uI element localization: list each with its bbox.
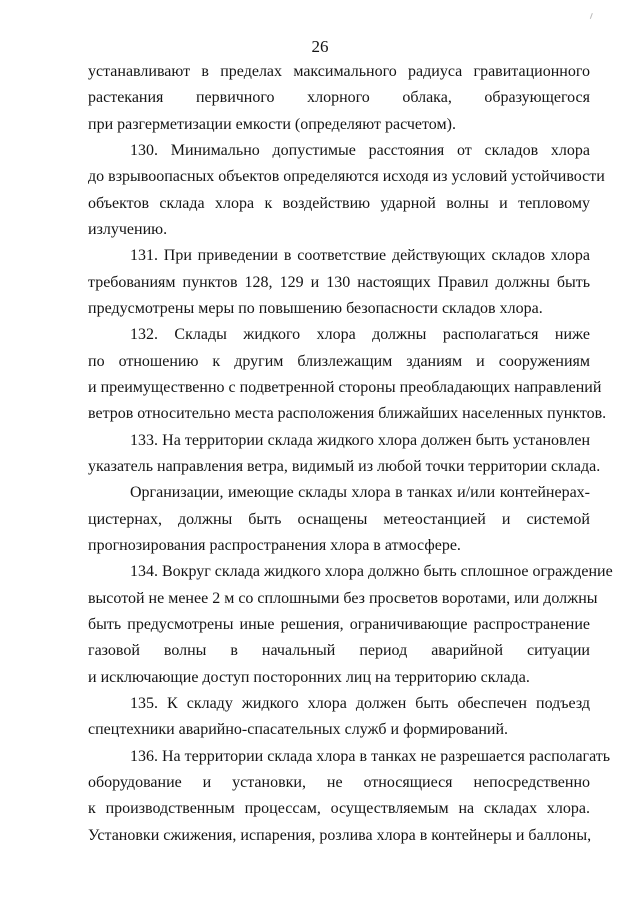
text-line: к производственным процессам, осуществляемым на складах хлора. [88, 800, 590, 818]
text-line: требованиям пунктов 128, 129 и 130 настоящих Правил должны быть [88, 273, 590, 291]
text-line: 131. При приведении в соответствие действующих складов хлора [130, 247, 590, 265]
text-line: излучению. [88, 220, 168, 238]
text-line: ветров относительно места расположения ближайших населенных пунктов. [88, 405, 607, 423]
text-line: предусмотрены меры по повышению безопасности складов хлора. [88, 299, 543, 317]
text-line: Установки сжижения, испарения, розлива хлора в контейнеры и баллоны, [88, 826, 592, 844]
text-line: по отношению к другим близлежащим зданиям и сооружениям [88, 352, 590, 370]
text-line: быть предусмотрены иные решения, ограничивающие распространение [88, 615, 590, 633]
text-line: растекания первичного хлорного облака, образующегося [88, 89, 590, 107]
text-line: 134. Вокруг склада жидкого хлора должно быть сплошное ограждение [130, 563, 613, 581]
text-line: до взрывоопасных объектов определяются исходя из условий устойчивости [88, 168, 605, 186]
text-line: цистернах, должны быть оснащены метеостанцией и системой [88, 510, 590, 528]
text-line: спецтехники аварийно-спасательных служб и формирований. [88, 721, 509, 739]
scan-corner-mark [584, 11, 593, 19]
text-line: 133. На территории склада жидкого хлора должен быть установлен [130, 431, 590, 449]
text-line: объектов склада хлора к воздействию ударной волны и тепловому [88, 194, 590, 212]
text-line: 130. Минимально допустимые расстояния от складов хлора [130, 141, 590, 159]
document-body [88, 59, 613, 849]
text-line: 135. К складу жидкого хлора должен быть обеспечен подъезд [130, 694, 590, 712]
text-line: и исключающие доступ посторонних лиц на территорию склада. [88, 668, 530, 686]
text-line: Организации, имеющие склады хлора в танках и/или контейнерах- [130, 484, 590, 502]
text-line: 136. На территории склада хлора в танках не разрешается располагать [130, 747, 611, 765]
text-line: газовой волны в начальный период аварийной ситуации [88, 642, 590, 660]
text-line: при разгерметизации емкости (определяют расчетом). [88, 115, 456, 133]
text-line: высотой не менее 2 м со сплошными без просветов воротами, или должны [88, 589, 598, 607]
page-number: 26 [311, 37, 329, 56]
text-line: и преимущественно с подветренной стороны преобладающих направлений [88, 378, 602, 396]
text-line: устанавливают в пределах максимального радиуса гравитационного [88, 63, 590, 80]
text-line: указатель направления ветра, видимый из любой точки территории склада. [88, 457, 601, 475]
text-line: оборудование и установки, не относящиеся непосредственно [88, 773, 590, 791]
text-line: 132. Склады жидкого хлора должны располагаться ниже [130, 326, 590, 344]
text-line: прогнозирования распространения хлора в атмосфере. [88, 536, 461, 554]
